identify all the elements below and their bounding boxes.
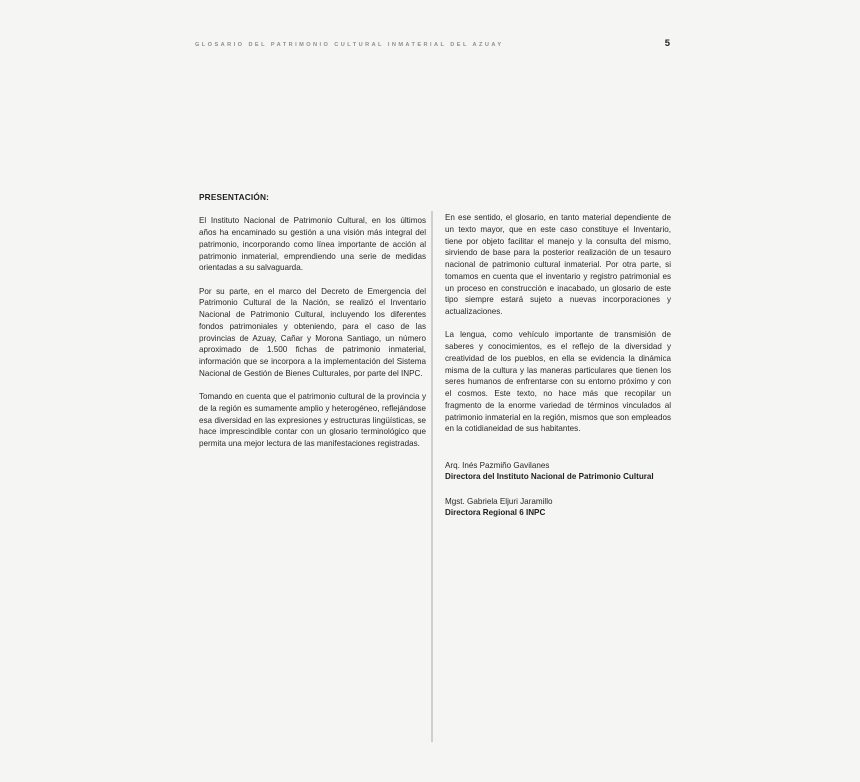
signatory-name: Arq. Inés Pazmiño Gavilanes [445, 461, 550, 470]
signatory-role: Directora Regional 6 INPC [445, 507, 546, 517]
column-divider-rule [431, 211, 433, 742]
paragraph: La lengua, como vehículo importante de transmisión de saberes y conocimientos, es el reflejo de la diversidad y creatividad de los pueblos, en ella se evidencia la dinámica misma de la cultura y las maneras particulares que tienen los seres humanos de enfrentarse con su entorno próximo y con el cosmos. Este texto, no hace más que recopilar un fragmento de la enorme variedad de términos vinculados al patrimonio inmaterial en la región, mismos que son empleados en la cotidianeidad de sus habitantes. [445, 330, 671, 434]
signatory-name: Mgst. Gabriela Eljuri Jaramillo [445, 496, 553, 506]
page-number: 5 [664, 38, 670, 49]
paragraph: Tomando en cuenta que el patrimonio cultural de la provincia y de la región es sumamente amplio y heterogéneo, reflejándose esa diversidad en las expresiones y estructuras lingüísticas, se hace imprescindible contar con un glosario terminológico que permita una mejor lectura de las manifestaciones registradas. [199, 392, 426, 449]
left-text-column [199, 192, 426, 450]
right-text-column [445, 212, 671, 518]
paragraph: El Instituto Nacional de Patrimonio Cultural, en los últimos años ha encaminado su gestión a una visión más integral del patrimonio, incorporando como línea importante de acción al patrimonio inmaterial, emprendiendo una serie de medidas orientadas a su salvaguarda. [199, 216, 426, 273]
signature-block [445, 460, 671, 518]
section-heading-presentacion: PRESENTACIÓN: [199, 192, 270, 202]
running-head [195, 39, 670, 55]
paragraph: En ese sentido, el glosario, en tanto material dependiente de un texto mayor, que en este caso constituye el Inventario, tiene por objeto facilitar el manejo y la consulta del mismo, sirviendo de base para la posterior realización de un tesauro nacional de patrimonio cultural inmaterial. Por otra parte, si tomamos en cuenta que el inventario y registro patrimonial es un proceso en construcción e inacabado, un glosario de este tipo siempre estará sujeto a nuevas incorporaciones y actualizaciones. [445, 213, 671, 316]
signature [445, 496, 671, 519]
signature [445, 460, 671, 483]
running-head-title: GLOSARIO DEL PATRIMONIO CULTURAL INMATERIAL DEL AZUAY [195, 42, 504, 48]
signatory-role: Directora del Instituto Nacional de Patrimonio Cultural [445, 472, 654, 482]
paragraph: Por su parte, en el marco del Decreto de Emergencia del Patrimonio Cultural de la Nación, se realizó el Inventario Nacional de Patrimonio Cultural, incluyendo los diferentes fondos patrimoniales y obteniendo, para el caso de las provincias de Azuay, Cañar y Morona Santiago, un número aproximado de 1.500 fichas de patrimonio inmaterial, información que se incorpora a la implementación del Sistema Nacional de Gestión de Bienes Culturales, por parte del INPC. [199, 286, 426, 378]
